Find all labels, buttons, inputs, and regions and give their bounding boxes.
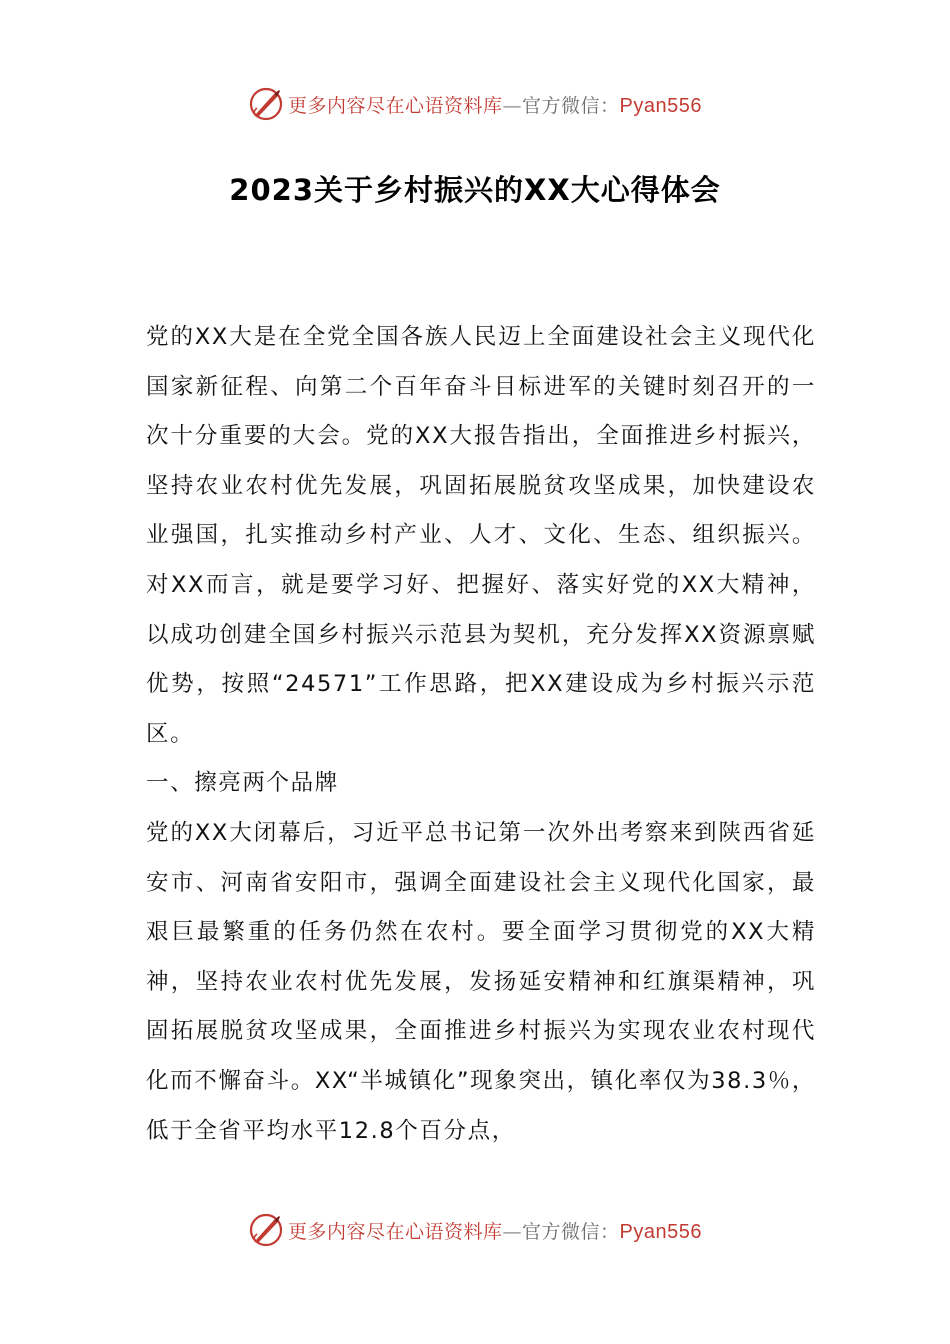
- banner-wechat-id: Pyan556: [619, 94, 702, 117]
- banner-text: [288, 1217, 702, 1244]
- paragraph-intro: 党的XX大是在全党全国各族人民迈上全面建设社会主义现代化国家新征程、向第二个百年奋斗目标进军的关键时刻召开的一次十分重要的大会。党的XX大报告指出，全面推进乡村振兴，坚持农业农村优先发展，巩固拓展脱贫攻坚成果，加快建设农业强国，扎实推动乡村产业、人才、文化、生态、组织振兴。对XX而言，就是要学习好、把握好、落实好党的XX大精神，以成功创建全国乡村振兴示范县为契机，充分发挥XX资源禀赋优势，按照“24571”工作思路，把XX建设成为乡村振兴示范区。: [146, 324, 816, 747]
- banner-wechat-id: Pyan556: [619, 1220, 702, 1243]
- banner-label: 官方微信：: [522, 94, 620, 117]
- footer-banner: [0, 1208, 950, 1252]
- banner-dash: —: [502, 94, 523, 117]
- header-banner: [0, 82, 950, 126]
- banner-brand: 更多内容尽在心语资料库: [288, 1220, 503, 1243]
- paragraph-section-one: 党的XX大闭幕后，习近平总书记第一次外出考察来到陕西省延安市、河南省安阳市，强调全面建设社会主义现代化国家，最艰巨最繁重的任务仍然在农村。要全面学习贯彻党的XX大精神，坚持农业农村优先发展，发扬延安精神和红旗渠精神，巩固拓展脱贫攻坚成果，全面推进乡村振兴为实现农业农村现代化而不懈奋斗。XX“半城镇化”现象突出，镇化率仅为38.3％，低于全省平均水平12.8个百分点，: [146, 819, 816, 1144]
- quill-pen-logo-icon: [248, 1212, 284, 1248]
- quill-pen-logo-icon: [248, 86, 284, 122]
- document-title: 2023关于乡村振兴的XX大心得体会: [229, 173, 721, 207]
- banner-text: [288, 91, 702, 118]
- banner-label: 官方微信：: [522, 1220, 620, 1243]
- banner-dash: —: [502, 1220, 523, 1243]
- document-body: [146, 313, 816, 1156]
- banner-brand: 更多内容尽在心语资料库: [288, 94, 503, 117]
- section-heading: 一、擦亮两个品牌: [146, 770, 339, 797]
